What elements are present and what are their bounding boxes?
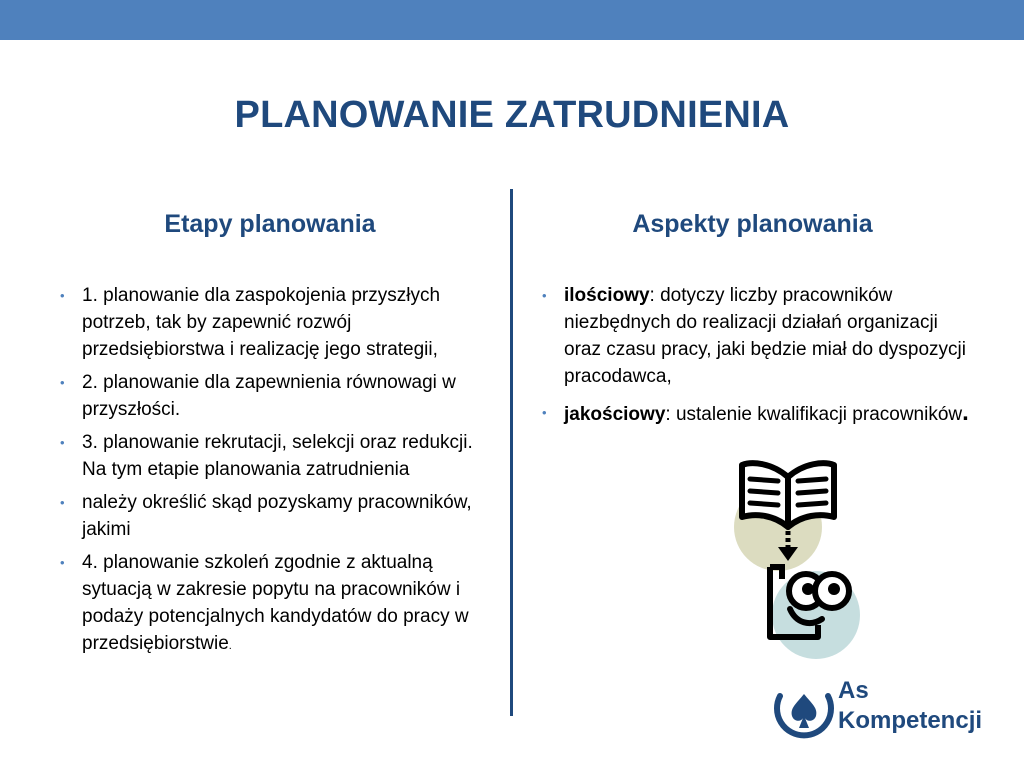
list-item bbox=[58, 282, 488, 363]
aspect-end: . bbox=[962, 399, 969, 426]
list-item bbox=[58, 429, 488, 483]
logo-text-line2: Kompetencji bbox=[838, 707, 983, 734]
right-column-heading: Aspekty planowania bbox=[632, 210, 873, 238]
list-item-text: 3. planowanie rekrutacji, selekcji oraz redukcji. Na tym etapie planowania zatrudnienia bbox=[82, 432, 473, 480]
stages-list bbox=[58, 282, 488, 666]
list-item bbox=[540, 396, 970, 432]
logo-text-line1: As bbox=[838, 677, 869, 704]
list-item bbox=[58, 489, 488, 543]
bullet-icon: • bbox=[60, 288, 65, 303]
list-item bbox=[58, 369, 488, 423]
list-item-text: należy określić skąd pozyskamy pracowników, jakimi bbox=[82, 492, 472, 540]
bullet-icon: • bbox=[60, 555, 65, 570]
list-item-end: . bbox=[228, 640, 232, 652]
reading-illustration bbox=[732, 455, 864, 660]
top-accent-bar bbox=[0, 0, 1024, 40]
list-item-text: 1. planowanie dla zaspokojenia przyszłych potrzeb, tak by zapewnić rozwój przedsiębiorstwa i realizację jego strategii, bbox=[82, 285, 441, 360]
bullet-icon: • bbox=[60, 375, 65, 390]
bullet-icon: • bbox=[60, 435, 65, 450]
column-divider bbox=[510, 189, 513, 716]
aspect-text: : dotyczy liczby pracowników niezbędnych do realizacji działań organizacji oraz czasu pracy, jaki będzie miał do dyspozycji pracodawca, bbox=[564, 285, 966, 387]
aspect-term: jakościowy bbox=[564, 404, 666, 425]
aspect-term: ilościowy bbox=[564, 285, 650, 306]
book-icon bbox=[742, 463, 834, 527]
aspect-text: : ustalenie kwalifikacji pracowników bbox=[665, 404, 963, 425]
slide-title: PLANOWANIE ZATRUDNIENIA bbox=[234, 94, 790, 136]
list-item-text: 4. planowanie szkoleń zgodnie z aktualną sytuacją w zakresie popytu na pracowników i podaży potencjalnych kandydatów do pracy w przedsiębiorstwie bbox=[82, 552, 469, 654]
bullet-icon: • bbox=[542, 405, 547, 420]
list-item bbox=[540, 282, 970, 390]
left-column-heading: Etapy planowania bbox=[164, 210, 376, 238]
bullet-icon: • bbox=[60, 495, 65, 510]
list-item-text: 2. planowanie dla zapewnienia równowagi w przyszłości. bbox=[82, 372, 456, 420]
bullet-icon: • bbox=[542, 288, 547, 303]
aspects-list bbox=[540, 282, 970, 438]
list-item bbox=[58, 549, 488, 660]
